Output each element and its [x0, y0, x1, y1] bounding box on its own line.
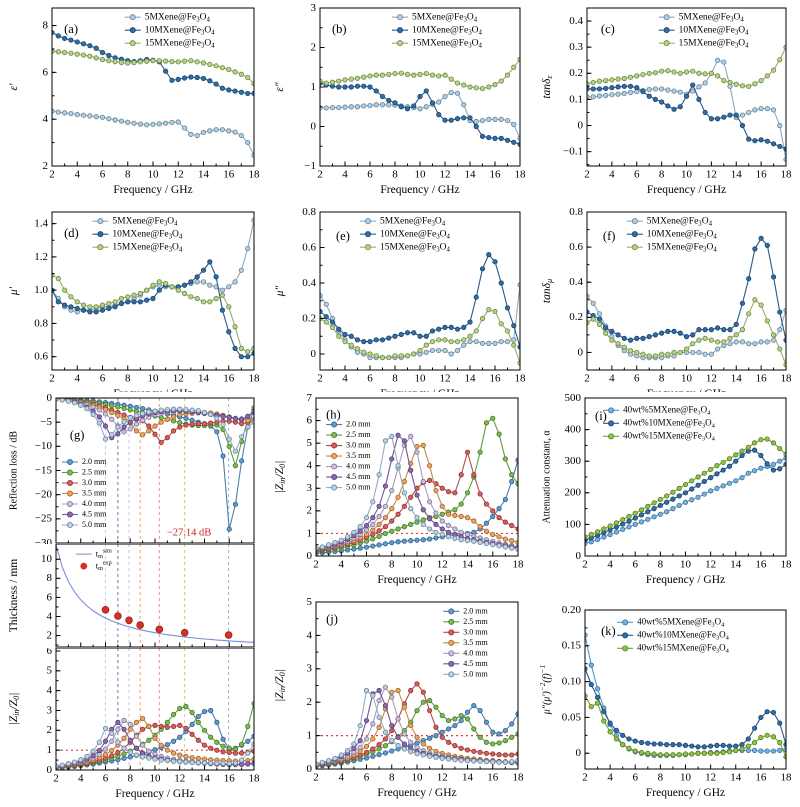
panel-a-epsilon-prime-chart	[2, 2, 264, 200]
panel-e-mu-doubleprime-chart	[268, 206, 530, 404]
panel-g-thickness-chart	[2, 544, 264, 648]
panel-c-tan-delta-e-chart	[535, 2, 798, 200]
panel-g-impedance-chart	[2, 648, 264, 806]
panel-f-tan-delta-mu-chart	[535, 206, 798, 404]
panel-k-mu-factor-chart	[535, 602, 798, 805]
panel-i-attenuation-chart	[535, 392, 798, 592]
panel-b-epsilon-doubleprime-chart	[268, 2, 530, 200]
panel-d-mu-prime-chart	[2, 206, 264, 404]
panel-j-impedance-chart	[268, 594, 530, 805]
panel-g-reflection-loss-chart	[2, 392, 264, 544]
panel-h-impedance-chart	[268, 392, 530, 592]
